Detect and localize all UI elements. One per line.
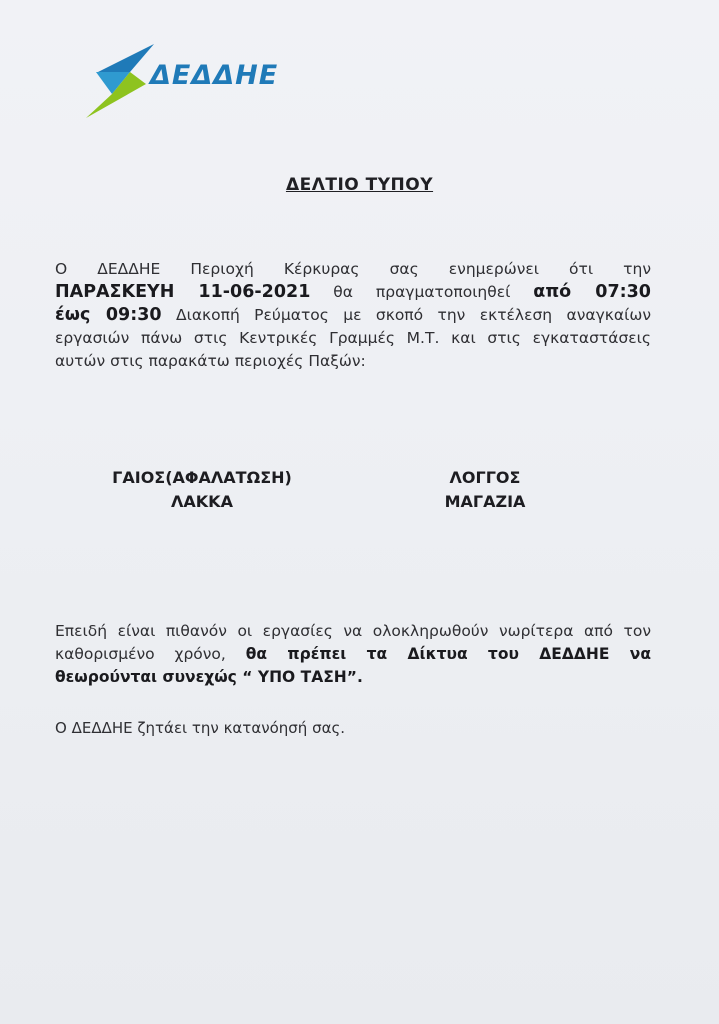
outage-date: ΠΑΡΑΣΚΕΥΗ 11-06-2021 [55,282,311,302]
notice-paragraph [55,620,651,689]
intro-line-1: Ο ΔΕΔΔΗΕ Περιοχή Κέρκυρας σας ενημερώνει ότι την [55,260,651,278]
notice-line-1: Επειδή είναι πιθανόν οι εργασίες να ολοκληρωθούν νωρίτερα από τον [55,622,651,640]
area-item: ΜΑΓΑΖΙΑ [444,492,526,511]
closing-text: Ο ΔΕΔΔΗΕ ζητάει την κατανόησή σας. [55,719,346,737]
area-item: ΓΑΙΟΣ(ΑΦΑΛΑΤΩΣΗ) [112,468,292,487]
intro-paragraph [55,258,651,373]
notice-warning: θα πρέπει τα Δίκτυα του ΔΕΔΔΗΕ να [245,645,651,663]
outage-start-time: από 07:30 [533,282,651,302]
intro-line-3 [55,304,651,327]
area-list-left [92,466,312,514]
company-logo [84,42,284,122]
notice-line-3: θεωρούνται συνεχώς “ ΥΠΟ ΤΑΣΗ”. [55,668,363,686]
outage-end-time: έως 09:30 [55,305,162,325]
document-title: ΔΕΛΤΙΟ ΤΥΠΟΥ [285,175,434,195]
intro-text: θα πραγματοποιηθεί [333,283,511,301]
logo-wordmark: ΔΕΔΔΗΕ [150,60,279,91]
intro-line-2 [55,281,651,304]
area-item: ΛΑΚΚΑ [171,492,233,511]
notice-line-2 [55,643,651,666]
intro-line-5: αυτών στις παρακάτω περιοχές Παξών: [55,352,366,370]
area-item: ΛΟΓΓΟΣ [449,468,521,487]
notice-text: καθορισμένο χρόνο, [55,645,226,663]
intro-text: Διακοπή Ρεύματος με σκοπό την εκτέλεση αναγκαίων [175,306,651,324]
area-list-right [390,466,580,514]
intro-line-4: εργασιών πάνω στις Κεντρικές Γραμμές Μ.Τ. και στις εγκαταστάσεις [55,329,651,347]
